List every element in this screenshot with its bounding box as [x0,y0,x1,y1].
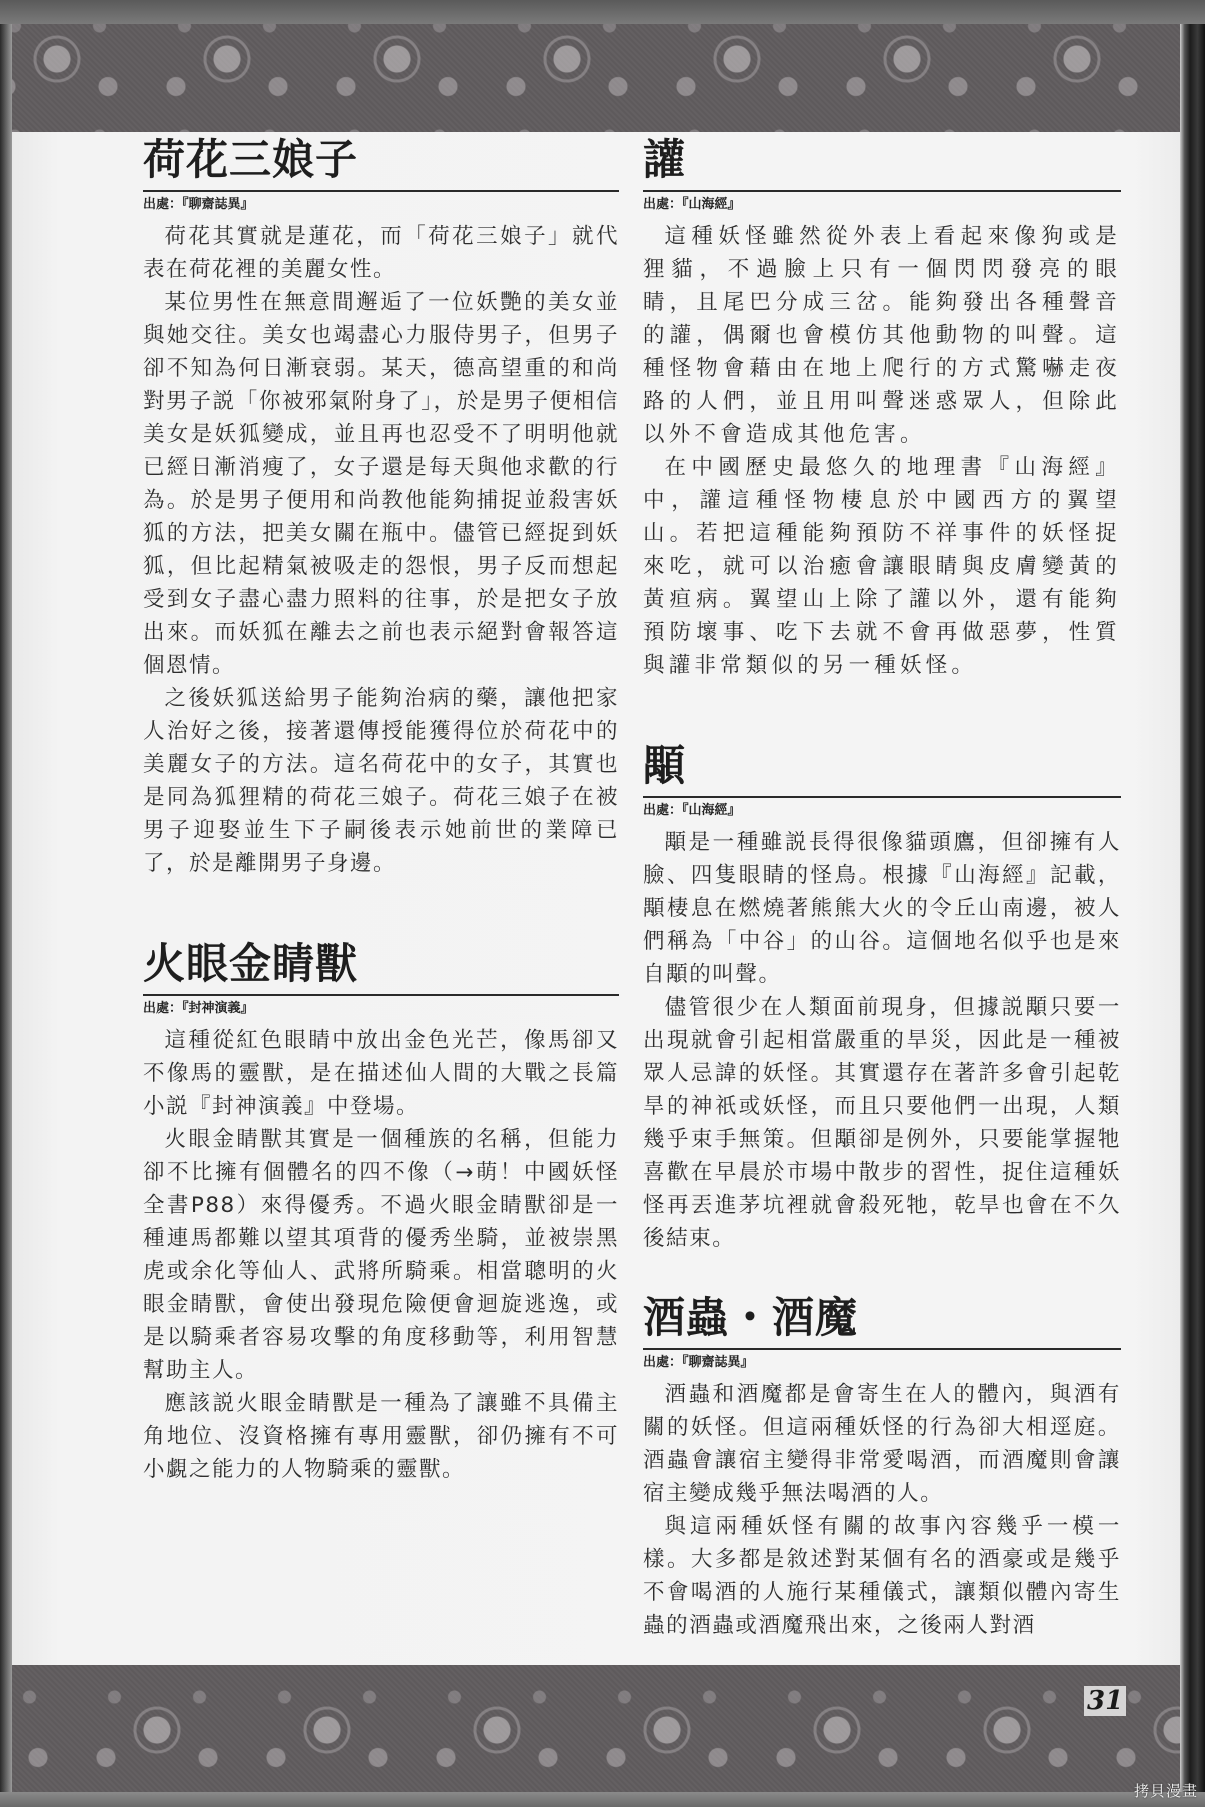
paragraph: 某位男性在無意間邂逅了一位妖艷的美女並與她交往。美女也竭盡心力服侍男子，但男子卻不知為何日漸衰弱。某天，德高望重的和尚對男子説「你被邪氣附身了」，於是男子便相信美女是妖狐變成，並且再也忍受不了明明他就已經日漸消瘦了，女子還是每天與他求歡的行為。於是男子便用和尚教他能夠捕捉並殺害妖狐的方法，把美女關在瓶中。儘管已經捉到妖狐，但比起精氣被吸走的怨恨，男子反而想起受到女子盡心盡力照料的往事，於是把女子放出來。而妖狐在離去之前也表示絕對會報答這個恩情。 [143,290,619,678]
entry-body [643,220,1121,682]
site-watermark: 拷貝漫畫 [1134,1782,1199,1800]
paragraph: 這種妖怪雖然從外表上看起來像狗或是狸貓，不過臉上只有一個閃閃發亮的眼睛，且尾巴分成三岔。能夠發出各種聲音的讙，偶爾也會模仿其他動物的叫聲。這種怪物會藉由在地上爬行的方式驚嚇走夜路的人們，並且用叫聲迷惑眾人，但除此以外不會造成其他危害。 [643,224,1121,447]
entry-yong [643,740,1121,1255]
title-divider [643,1348,1121,1350]
scan-top-edge [0,0,1205,24]
title-divider [143,190,619,192]
entry-source: 出處：『聊齋誌異』 [643,1355,754,1370]
paragraph: 之後妖狐送給男子能夠治病的藥，讓他把家人治好之後，接著還傳授能獲得位於荷花中的美麗女子的方法。這名荷花中的女子，其實也是同為狐狸精的荷花三娘子。荷花三娘子在被男子迎娶並生下子嗣後表示她前世的業障已了，於是離開男子身邊。 [143,686,619,876]
entry-title: 讙 [643,135,687,184]
title-divider [643,796,1121,798]
paragraph: 與這兩種妖怪有關的故事內容幾乎一模一樣。大多都是敘述對某個有名的酒豪或是幾乎不會喝酒的人施行某種儀式，讓類似體內寄生蟲的酒蟲或酒魔飛出來，之後兩人對酒 [643,1514,1121,1638]
entry-source: 出處：『聊齋誌異』 [143,197,254,212]
paragraph: 火眼金睛獸其實是一個種族的名稱，但能力卻不比擁有個體名的四不像（→萌！中國妖怪全書P88）來得優秀。不過火眼金睛獸卻是一種連馬都難以望其項背的優秀坐騎，並被崇黑虎或余化等仙人、武將所騎乘。相當聰明的火眼金睛獸，會使出發現危險便會迴旋逃逸，或是以騎乘者容易攻擊的角度移動等，利用智慧幫助主人。 [143,1127,619,1383]
page-number: 31 [1084,1686,1126,1716]
entry-fire-eye-golden-beast [143,938,619,1486]
entry-huan [643,132,1121,682]
paragraph: 酒蟲和酒魔都是會寄生在人的體內，與酒有關的妖怪。但這兩種妖怪的行為卻大相逕庭。酒蟲會讓宿主變得非常愛喝酒，而酒魔則會讓宿主變成幾乎無法喝酒的人。 [643,1382,1121,1506]
header-ornament-band [12,24,1180,132]
paragraph: 在中國歷史最悠久的地理書『山海經』中，讙這種怪物棲息於中國西方的翼望山。若把這種能夠預防不祥事件的妖怪捉來吃，就可以治癒會讓眼睛與皮膚變黃的黃疸病。翼望山上除了讙以外，還有能夠預防壞事、吃下去就不會再做惡夢，性質與讙非常類似的另一種妖怪。 [643,455,1121,678]
book-binding-edge [1180,24,1205,1792]
footer-ornament-band [12,1665,1180,1792]
entry-body [643,826,1121,1255]
title-divider [643,190,1121,192]
entry-wine-worm-wine-demon [643,1292,1121,1642]
entry-title: 荷花三娘子 [143,135,359,184]
book-page [12,132,1180,1665]
entry-source: 出處：『山海經』 [643,197,741,212]
paragraph: 荷花其實就是蓮花，而「荷花三娘子」就代表在荷花裡的美麗女性。 [143,224,619,282]
paragraph: 顒是一種雖説長得很像貓頭鷹，但卻擁有人臉、四隻眼睛的怪鳥。根據『山海經』記載，顒棲息在燃燒著熊熊大火的令丘山南邊，被人們稱為「中谷」的山谷。這個地名似乎也是來自顒的叫聲。 [643,830,1121,987]
entry-body [643,1378,1121,1642]
title-divider [143,994,619,996]
scan-bottom-edge [0,1792,1205,1807]
entry-body [143,220,619,880]
paragraph: 這種從紅色眼睛中放出金色光芒，像馬卻又不像馬的靈獸，是在描述仙人間的大戰之長篇小説『封神演義』中登場。 [143,1028,619,1119]
entry-source: 出處：『封神演義』 [143,1001,254,1016]
entry-title: 酒蟲・酒魔 [643,1293,859,1342]
entry-title: 顒 [643,741,687,790]
paragraph: 應該説火眼金睛獸是一種為了讓雖不具備主角地位、沒資格擁有專用靈獸，卻仍擁有不可小覷之能力的人物騎乘的靈獸。 [143,1391,619,1482]
entry-lotus-third-lady [143,132,619,880]
entry-title: 火眼金睛獸 [143,939,359,988]
entry-source: 出處：『山海經』 [643,803,741,818]
entry-body [143,1024,619,1486]
paragraph: 儘管很少在人類面前現身，但據説顒只要一出現就會引起相當嚴重的旱災，因此是一種被眾人忌諱的妖怪。其實還存在著許多會引起乾旱的神祇或妖怪，而且只要他們一出現，人類幾乎束手無策。但顒卻是例外，只要能掌握牠喜歡在早晨於市場中散步的習性，捉住這種妖怪再丟進茅坑裡就會殺死牠，乾旱也會在不久後結束。 [643,995,1121,1251]
scan-left-edge [0,24,12,1792]
